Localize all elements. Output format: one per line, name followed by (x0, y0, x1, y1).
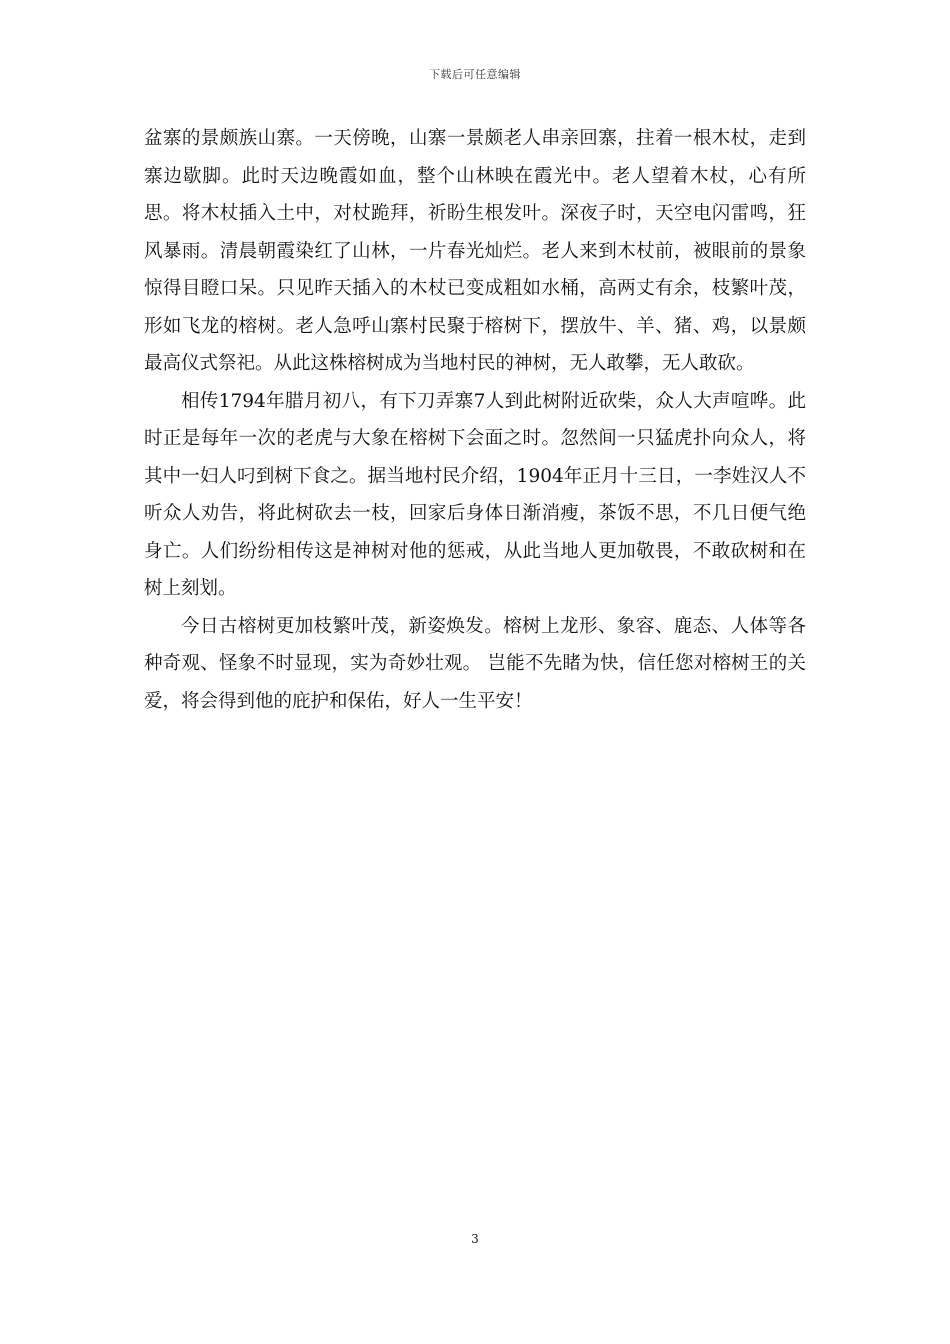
paragraph-present-day: 今日古榕树更加枝繁叶茂，新姿焕发。榕树上龙形、象容、鹿态、人体等各种奇观、怪象不时显现，实为奇妙壮观。 岂能不先睹为快，信任您对榕树王的关爱，将会得到他的庇护和保佑，好人一生平安！ (144, 615, 806, 712)
page-header-note: 下载后可任意编辑 (429, 68, 521, 81)
paragraph-legend-origin: 盆寨的景颇族山寨。一天傍晚，山寨一景颇老人串亲回寨，拄着一根木杖，走到寨边歇脚。此时天边晚霞如血，整个山林映在霞光中。老人望着木杖，心有所思。将木杖插入土中，对杖跪拜，祈盼生根发叶。深夜子时，天空电闪雷鸣，狂风暴雨。清晨朝霞染红了山林，一片春光灿烂。老人来到木杖前，被眼前的景象惊得目瞪口呆。只见昨天插入的木杖已变成粗如水桶，高两丈有余，枝繁叶茂，形如飞龙的榕树。老人急呼山寨村民聚于榕树下，摆放牛、羊、猪、鸡，以景颇最高仪式祭祀。从此这株榕树成为当地村民的神树，无人敢攀，无人敢砍。 (144, 128, 806, 374)
document-body (144, 120, 806, 720)
paragraph-legend-tiger: 相传1794年腊月初八，有下刀弄寨7人到此树附近砍柴，众人大声喧哗。此时正是每年一次的老虎与大象在榕树下会面之时。忽然间一只猛虎扑向众人，将其中一妇人叼到树下食之。据当地村民介绍，1904年正月十三日，一李姓汉人不听众人劝告，将此树砍去一枝，回家后身体日渐消瘦，茶饭不思，不几日便气绝身亡。人们纷纷相传这是神树对他的惩戒，从此当地人更加敬畏，不敢砍树和在树上刻划。 (144, 390, 806, 599)
page-number: 3 (471, 1232, 479, 1246)
